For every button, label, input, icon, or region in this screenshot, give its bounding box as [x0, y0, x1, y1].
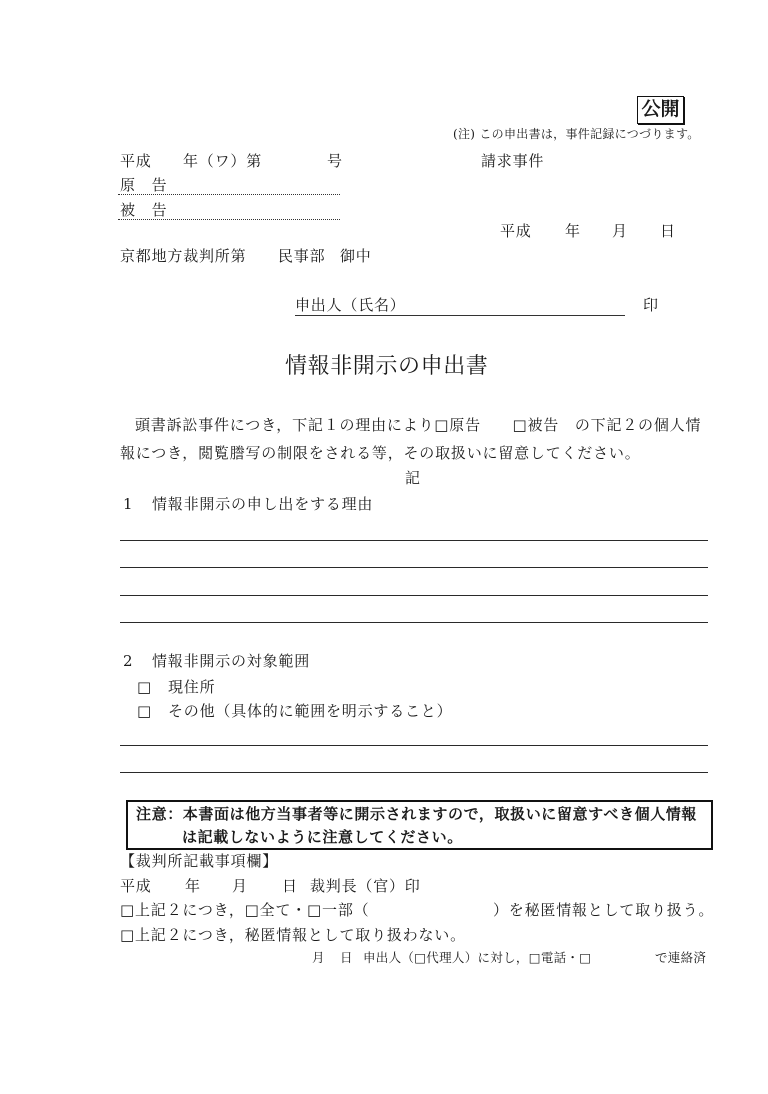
case-number-suffix: 号 [327, 152, 343, 170]
court-date-year: 年 [185, 877, 201, 895]
court-date-month: 月 [232, 877, 248, 895]
plaintiff-line [118, 194, 340, 195]
applicant-label: 申出人（氏名） [295, 296, 406, 314]
body-line-1: 頭書訴訟事件につき，下記１の理由により□原告 □被告 の下記２の個人情 [135, 416, 702, 434]
section1-heading: 情報非開示の申し出をする理由 [152, 495, 374, 513]
option-other-label: その他（具体的に範囲を明示すること） [168, 702, 453, 720]
case-type: 請求事件 [481, 152, 545, 170]
reason-line [120, 595, 708, 596]
scope-line [120, 772, 708, 773]
treat-confidential-close: ）を秘匿情報として取り扱う。 [493, 901, 715, 919]
date-day: 日 [660, 222, 676, 240]
court-section-heading: 【裁判所記載事項欄】 [120, 852, 279, 870]
filing-notice: (注) この申出書は，事件記録につづります。 [453, 127, 700, 141]
judge-seal: 裁判長（官）印 [310, 877, 421, 895]
addressee-court: 京都地方裁判所第 [120, 247, 247, 265]
court-date-day: 日 [282, 877, 298, 895]
date-year: 年 [565, 222, 581, 240]
checkbox-other: □ [137, 702, 152, 720]
warning-line-1: 注意：本書面は他方当事者等に開示されますので，取扱いに留意すべき個人情報 [136, 805, 698, 823]
contact-text: 申出人（□代理人）に対し，□電話・□ [363, 950, 592, 965]
page-title: 情報非開示の申出書 [285, 354, 489, 379]
contact-day: 日 [340, 950, 353, 965]
applicant-name-line [295, 315, 625, 316]
scope-line [120, 745, 708, 746]
not-treat-confidential: □上記２につき，秘匿情報として取り扱わない。 [120, 926, 466, 944]
option-current-address-label: 現住所 [168, 678, 216, 696]
section2-heading: 情報非開示の対象範囲 [152, 652, 311, 670]
date-month: 月 [612, 222, 628, 240]
contact-done: で連絡済 [655, 950, 707, 965]
section2-number: 2 [123, 652, 134, 670]
body-line-2: 報につき，閲覧謄写の制限をされる等，その取扱いに留意してください。 [120, 444, 641, 462]
reason-line [120, 622, 708, 623]
defendant-line [118, 219, 340, 220]
addressee-honorific: 御中 [340, 247, 372, 265]
checkbox-current-address: □ [137, 678, 152, 696]
addressee-division: 民事部 [278, 247, 326, 265]
warning-line-2: は記載しないように注意してください。 [182, 828, 463, 846]
case-year-division: 年（ワ）第 [183, 152, 263, 170]
contact-month: 月 [312, 950, 325, 965]
ki-mark: 記 [405, 469, 421, 487]
reason-line [120, 567, 708, 568]
applicant-seal: 印 [643, 296, 659, 314]
case-era: 平成 [120, 152, 152, 170]
court-date-era: 平成 [120, 877, 152, 895]
reason-line [120, 540, 708, 541]
plaintiff-label: 原 告 [120, 176, 168, 194]
date-era: 平成 [500, 222, 532, 240]
public-stamp: 公開 [637, 96, 684, 124]
section1-number: 1 [123, 495, 134, 513]
treat-confidential-open: □上記２につき，□全て・□一部（ [120, 901, 370, 919]
defendant-label: 被 告 [120, 201, 168, 219]
